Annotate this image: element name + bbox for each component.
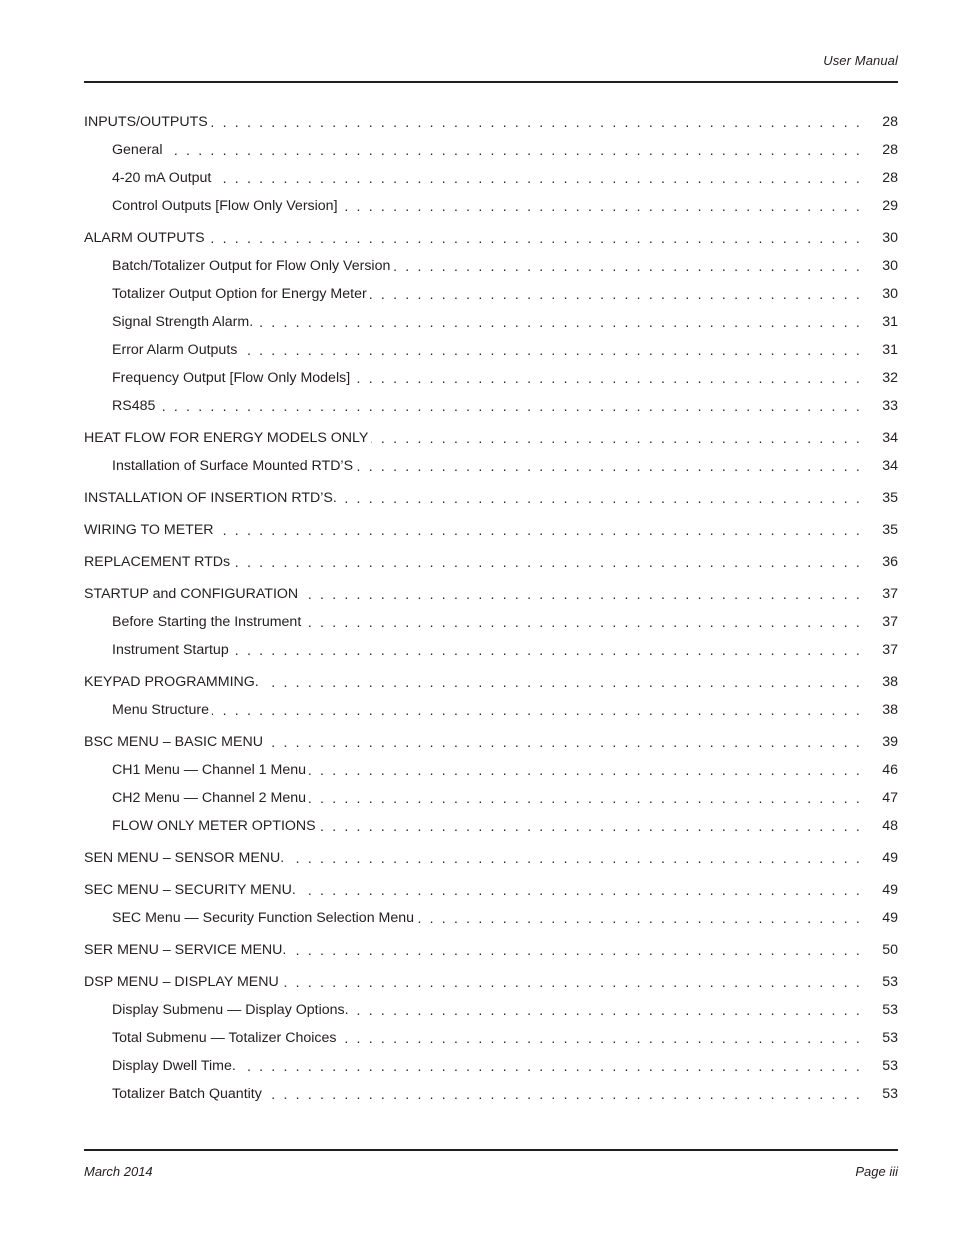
toc-entry-page: 47 [862,789,898,807]
toc-subsection-entry[interactable] [84,904,898,932]
toc-entry-page: 50 [862,941,898,959]
toc-dot-leader [393,257,862,275]
toc-dot-leader [339,1029,862,1047]
toc-dot-leader [299,881,862,899]
toc-entry-title: Display Submenu — Display Options. [112,1001,352,1019]
toc-section-entry[interactable] [84,424,898,452]
toc-dot-leader [211,113,862,131]
toc-section-entry[interactable] [84,484,898,512]
toc-section-entry[interactable] [84,936,898,964]
toc-entry-page: 38 [862,701,898,719]
toc-subsection-entry[interactable] [84,252,898,280]
toc-section-entry[interactable] [84,224,898,252]
toc-subsection-entry[interactable] [84,136,898,164]
toc-entry-title: SEC Menu — Security Function Selection Menu [112,909,417,927]
footer-divider [84,1149,898,1151]
toc-subsection-entry[interactable] [84,1080,898,1108]
toc-entry-title: HEAT FLOW FOR ENERGY MODELS ONLY [84,429,371,447]
toc-entry-page: 31 [862,313,898,331]
toc-entry-title: Frequency Output [Flow Only Models] [112,369,353,387]
toc-entry-title: RS485 [112,397,158,415]
toc-subsection-entry[interactable] [84,696,898,724]
toc-dot-leader [301,585,862,603]
toc-entry-title: DSP MENU – DISPLAY MENU [84,973,282,991]
toc-entry-title: Instrument Startup [112,641,232,659]
toc-entry-page: 28 [862,113,898,131]
toc-section-entry[interactable] [84,876,898,904]
toc-dot-leader [262,673,862,691]
toc-entry-title: 4-20 mA Output [112,169,214,187]
toc-entry-page: 53 [862,1057,898,1075]
toc-dot-leader [282,973,862,991]
toc-entry-title: SEC MENU – SECURITY MENU. [84,881,299,899]
toc-dot-leader [352,1001,862,1019]
toc-dot-leader [214,169,862,187]
toc-entry-page: 53 [862,1085,898,1103]
toc-dot-leader [309,789,862,807]
toc-entry-page: 34 [862,429,898,447]
toc-entry-title: Batch/Totalizer Output for Flow Only Version [112,257,393,275]
toc-dot-leader [240,341,862,359]
toc-entry-page: 28 [862,141,898,159]
toc-entry-title: SEN MENU – SENSOR MENU. [84,849,287,867]
footer-page-number: Page iii [855,1164,898,1179]
toc-entry-page: 30 [862,257,898,275]
table-of-contents [84,108,898,1108]
toc-entry-page: 49 [862,881,898,899]
toc-entry-page: 34 [862,457,898,475]
toc-entry-page: 30 [862,285,898,303]
toc-dot-leader [232,641,862,659]
page-header [84,0,898,82]
toc-entry-page: 37 [862,585,898,603]
toc-entry-page: 37 [862,613,898,631]
toc-subsection-entry[interactable] [84,996,898,1024]
toc-entry-title: CH1 Menu — Channel 1 Menu [112,761,309,779]
toc-entry-title: INSTALLATION OF INSERTION RTD’S. [84,489,340,507]
toc-dot-leader [341,197,862,215]
toc-dot-leader [165,141,862,159]
footer-date: March 2014 [84,1164,153,1179]
manual-title: User Manual [823,53,898,68]
toc-subsection-entry[interactable] [84,192,898,220]
toc-section-entry[interactable] [84,668,898,696]
toc-dot-leader [319,817,862,835]
toc-entry-title: General [112,141,165,159]
toc-dot-leader [289,941,862,959]
toc-dot-leader [158,397,862,415]
toc-entry-title: Menu Structure [112,701,212,719]
toc-dot-leader [256,313,862,331]
toc-dot-leader [370,285,862,303]
toc-entry-page: 53 [862,973,898,991]
toc-subsection-entry[interactable] [84,308,898,336]
toc-entry-page: 35 [862,521,898,539]
toc-entry-page: 35 [862,489,898,507]
toc-entry-page: 53 [862,1001,898,1019]
toc-subsection-entry[interactable] [84,392,898,420]
toc-dot-leader [212,701,862,719]
toc-subsection-entry[interactable] [84,1024,898,1052]
toc-dot-leader [340,489,862,507]
toc-subsection-entry[interactable] [84,164,898,192]
toc-subsection-entry[interactable] [84,336,898,364]
toc-entry-page: 28 [862,169,898,187]
toc-subsection-entry[interactable] [84,1052,898,1080]
toc-dot-leader [208,229,862,247]
toc-entry-title: Display Dwell Time. [112,1057,239,1075]
toc-section-entry[interactable] [84,844,898,872]
toc-entry-page: 46 [862,761,898,779]
toc-section-entry[interactable] [84,968,898,996]
toc-subsection-entry[interactable] [84,756,898,784]
toc-dot-leader [353,369,862,387]
toc-dot-leader [217,521,862,539]
toc-entry-title: FLOW ONLY METER OPTIONS [112,817,319,835]
toc-entry-page: 38 [862,673,898,691]
toc-dot-leader [239,1057,862,1075]
toc-entry-title: WIRING TO METER [84,521,217,539]
toc-entry-page: 29 [862,197,898,215]
toc-entry-title: CH2 Menu — Channel 2 Menu [112,789,309,807]
toc-dot-leader [309,761,862,779]
toc-dot-leader [371,429,862,447]
toc-entry-page: 36 [862,553,898,571]
toc-entry-title: BSC MENU – BASIC MENU [84,733,266,751]
toc-entry-page: 48 [862,817,898,835]
toc-entry-page: 49 [862,909,898,927]
toc-entry-title: INPUTS/OUTPUTS [84,113,211,131]
toc-entry-title: STARTUP and CONFIGURATION [84,585,301,603]
toc-dot-leader [356,457,862,475]
toc-entry-title: Before Starting the Instrument [112,613,304,631]
toc-entry-page: 39 [862,733,898,751]
toc-entry-title: ALARM OUTPUTS [84,229,208,247]
toc-entry-title: Totalizer Output Option for Energy Meter [112,285,370,303]
toc-entry-page: 33 [862,397,898,415]
toc-subsection-entry[interactable] [84,364,898,392]
toc-entry-title: Installation of Surface Mounted RTD’S [112,457,356,475]
toc-entry-title: Totalizer Batch Quantity [112,1085,265,1103]
toc-section-entry[interactable] [84,580,898,608]
toc-dot-leader [287,849,862,867]
toc-dot-leader [265,1085,862,1103]
toc-subsection-entry[interactable] [84,608,898,636]
toc-entry-page: 30 [862,229,898,247]
toc-entry-page: 31 [862,341,898,359]
toc-entry-page: 32 [862,369,898,387]
toc-subsection-entry[interactable] [84,812,898,840]
toc-section-entry[interactable] [84,728,898,756]
toc-subsection-entry[interactable] [84,452,898,480]
toc-subsection-entry[interactable] [84,636,898,664]
toc-entry-title: Total Submenu — Totalizer Choices [112,1029,339,1047]
toc-subsection-entry[interactable] [84,784,898,812]
toc-section-entry[interactable] [84,108,898,136]
page-footer [84,1164,898,1184]
toc-section-entry[interactable] [84,516,898,544]
toc-subsection-entry[interactable] [84,280,898,308]
toc-entry-title: Control Outputs [Flow Only Version] [112,197,341,215]
toc-entry-page: 37 [862,641,898,659]
toc-dot-leader [266,733,862,751]
toc-entry-title: REPLACEMENT RTDs [84,553,233,571]
toc-dot-leader [417,909,862,927]
toc-entry-page: 49 [862,849,898,867]
toc-entry-title: SER MENU – SERVICE MENU. [84,941,289,959]
toc-section-entry[interactable] [84,548,898,576]
toc-dot-leader [304,613,862,631]
toc-entry-title: Signal Strength Alarm. [112,313,256,331]
header-divider [84,81,898,83]
toc-entry-title: KEYPAD PROGRAMMING. [84,673,262,691]
toc-entry-page: 53 [862,1029,898,1047]
toc-dot-leader [233,553,862,571]
toc-entry-title: Error Alarm Outputs [112,341,240,359]
